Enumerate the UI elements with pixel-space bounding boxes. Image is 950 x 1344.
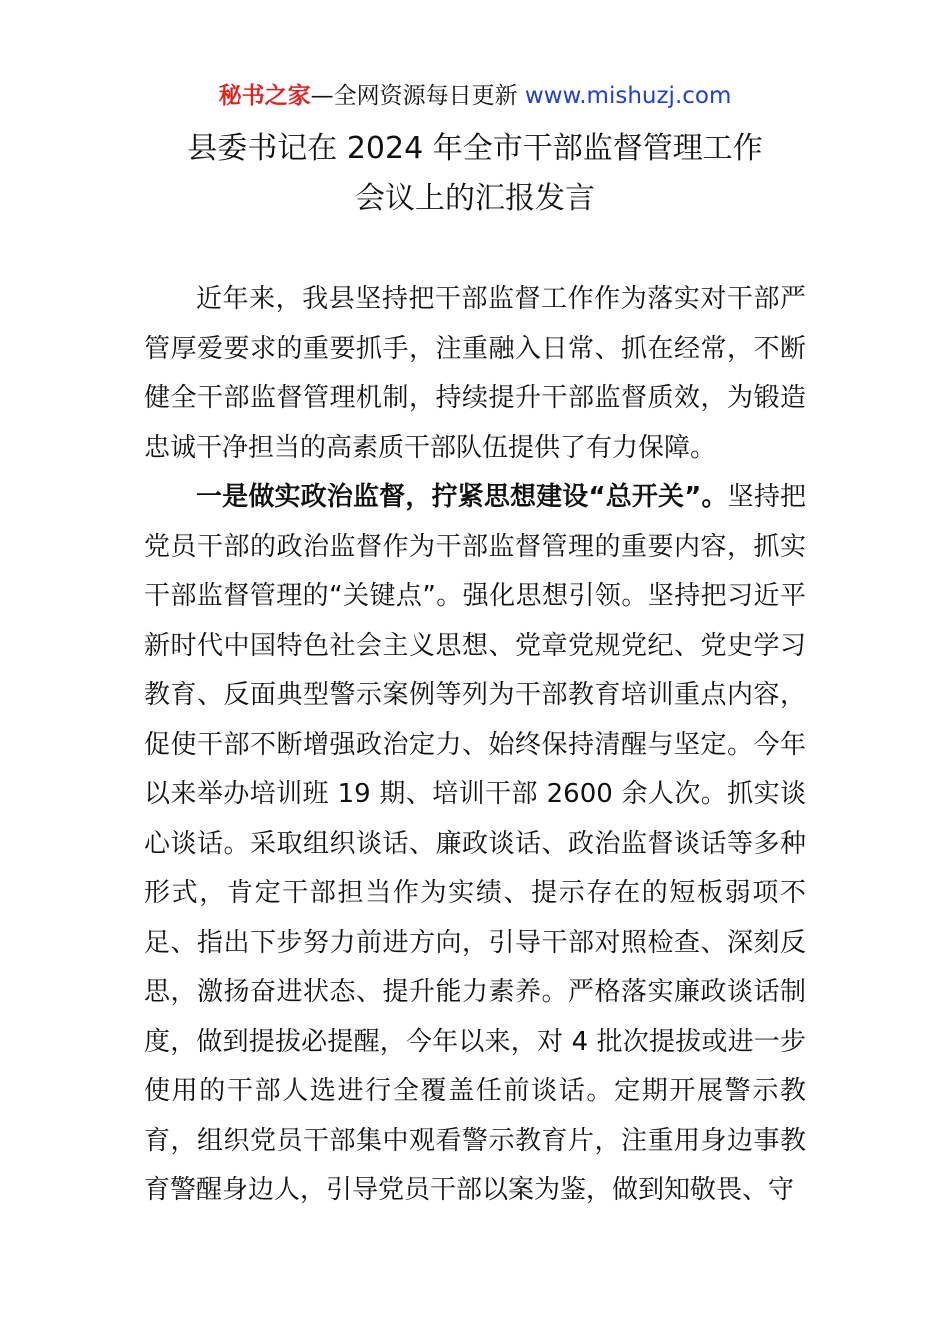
paragraph-content: 坚持把党员干部的政治监督作为干部监督管理的重要内容，抓实干部监督管理的“关键点”。强化思想引领。坚持把习近平新时代中国特色社会主义思想、党章党规党纪、党史学习教育、反面典型警示案例等列为干部教育培训重点内容，促使干部不断增强政治定力、始终保持清醒与坚定。今年以来举办培训班 19 期、培训干部 2600 余人次。抓实谈心谈话。采取组织谈话、廉政谈话、政治监督谈话等多种形式，肯定干部担当作为实绩、提示存在的短板弱项不足、指出下步努力前进方向，引导干部对照检查、深刻反思，激扬奋进状态、提升能力素养。严格落实廉政谈话制度，做到提拔必提醒，今年以来，对 4 批次提拔或进一步使用的干部人选进行全覆盖任前谈话。定期开展警示教育，组织党员干部集中观看警示教育片，注重用身边事教育警醒身边人，引导党员干部以案为鉴，做到知敬畏、守 (144, 482, 806, 1205)
paragraph-heading: 一是做实政治监督，拧紧思想建设“总开关”。 (196, 482, 728, 512)
site-banner (0, 80, 950, 112)
paragraph-political-supervision (144, 473, 806, 1216)
banner-tagline: —全网资源每日更新 (310, 83, 525, 109)
site-url[interactable]: www.mishuzj.com (524, 83, 732, 109)
document-body (144, 275, 806, 1216)
title-line-2: 会议上的汇报发言 (355, 181, 595, 216)
paragraph-intro: 近年来，我县坚持把干部监督工作作为落实对干部严管厚爱要求的重要抓手，注重融入日常、抓在经常，不断健全干部监督管理机制，持续提升干部监督质效，为锻造忠诚干净担当的高素质干部队伍提供了有力保障。 (144, 284, 806, 463)
document-title (0, 124, 950, 224)
brand-name: 秘书之家 (218, 83, 311, 109)
title-line-1: 县委书记在 2024 年全市干部监督管理工作 (187, 131, 763, 166)
